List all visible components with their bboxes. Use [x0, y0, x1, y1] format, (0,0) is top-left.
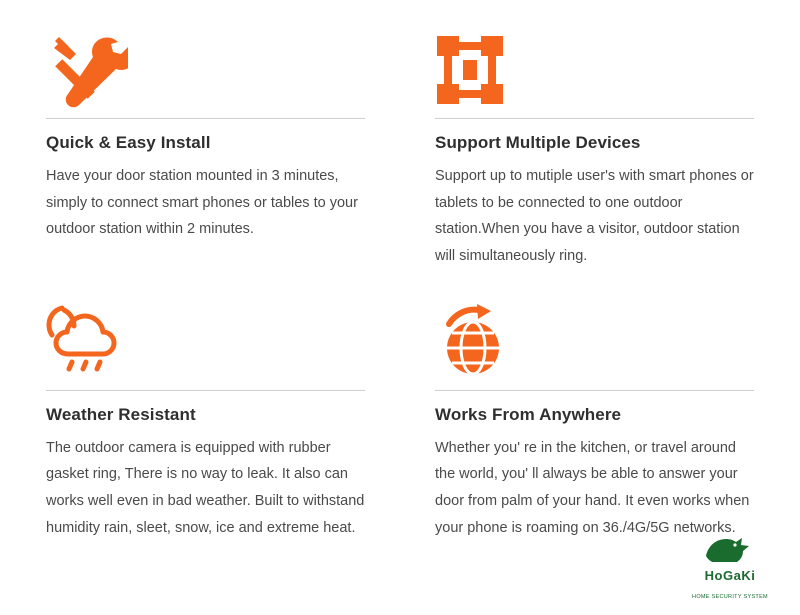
feature-works-from-anywhere	[435, 300, 754, 542]
features-grid	[46, 28, 754, 541]
globe-arrow-icon	[435, 300, 754, 384]
feature-body: The outdoor camera is equipped with rubber gasket ring, There is no way to leak. It also can works well even in bad weather. Built to withstand humidity rain, sleet, snow, ice and extreme heat.	[46, 439, 365, 536]
feature-quick-easy-install	[46, 28, 365, 270]
divider	[435, 118, 754, 119]
tools-hammer-wrench-icon	[46, 28, 365, 112]
brand-tagline: HOME SECURITY SYSTEM	[692, 594, 768, 600]
brand-logo	[684, 536, 776, 603]
feature-title: Support Multiple Devices	[435, 133, 641, 152]
feature-title: Works From Anywhere	[435, 404, 622, 424]
feature-weather-resistant	[46, 300, 365, 542]
brand-name: HoGaKi	[704, 568, 756, 583]
multiple-devices-network-icon	[435, 28, 754, 112]
feature-body: Support up to mutiple user's with smart phones or tablets to be connected to one outdoor station.When you have a visitor, outdoor station will simultaneously ring.	[435, 168, 754, 265]
feature-title: Weather Resistant	[46, 404, 196, 424]
bird-logo-icon	[684, 536, 776, 567]
feature-body: Have your door station mounted in 3 minutes, simply to connect smart phones or tables to your outdoor station within 2 minutes.	[46, 168, 358, 238]
feature-body: Whether you' re in the kitchen, or travel around the world, you' ll always be able to answer your door from palm of your hand. It even works when your phone is roaming on 36./4G/5G networks.	[435, 439, 750, 536]
weather-cloud-rain-sun-icon	[46, 300, 365, 384]
divider	[435, 390, 754, 391]
divider	[46, 390, 365, 391]
feature-title: Quick & Easy Install	[46, 133, 211, 152]
feature-support-multiple-devices	[435, 28, 754, 270]
divider	[46, 118, 365, 119]
